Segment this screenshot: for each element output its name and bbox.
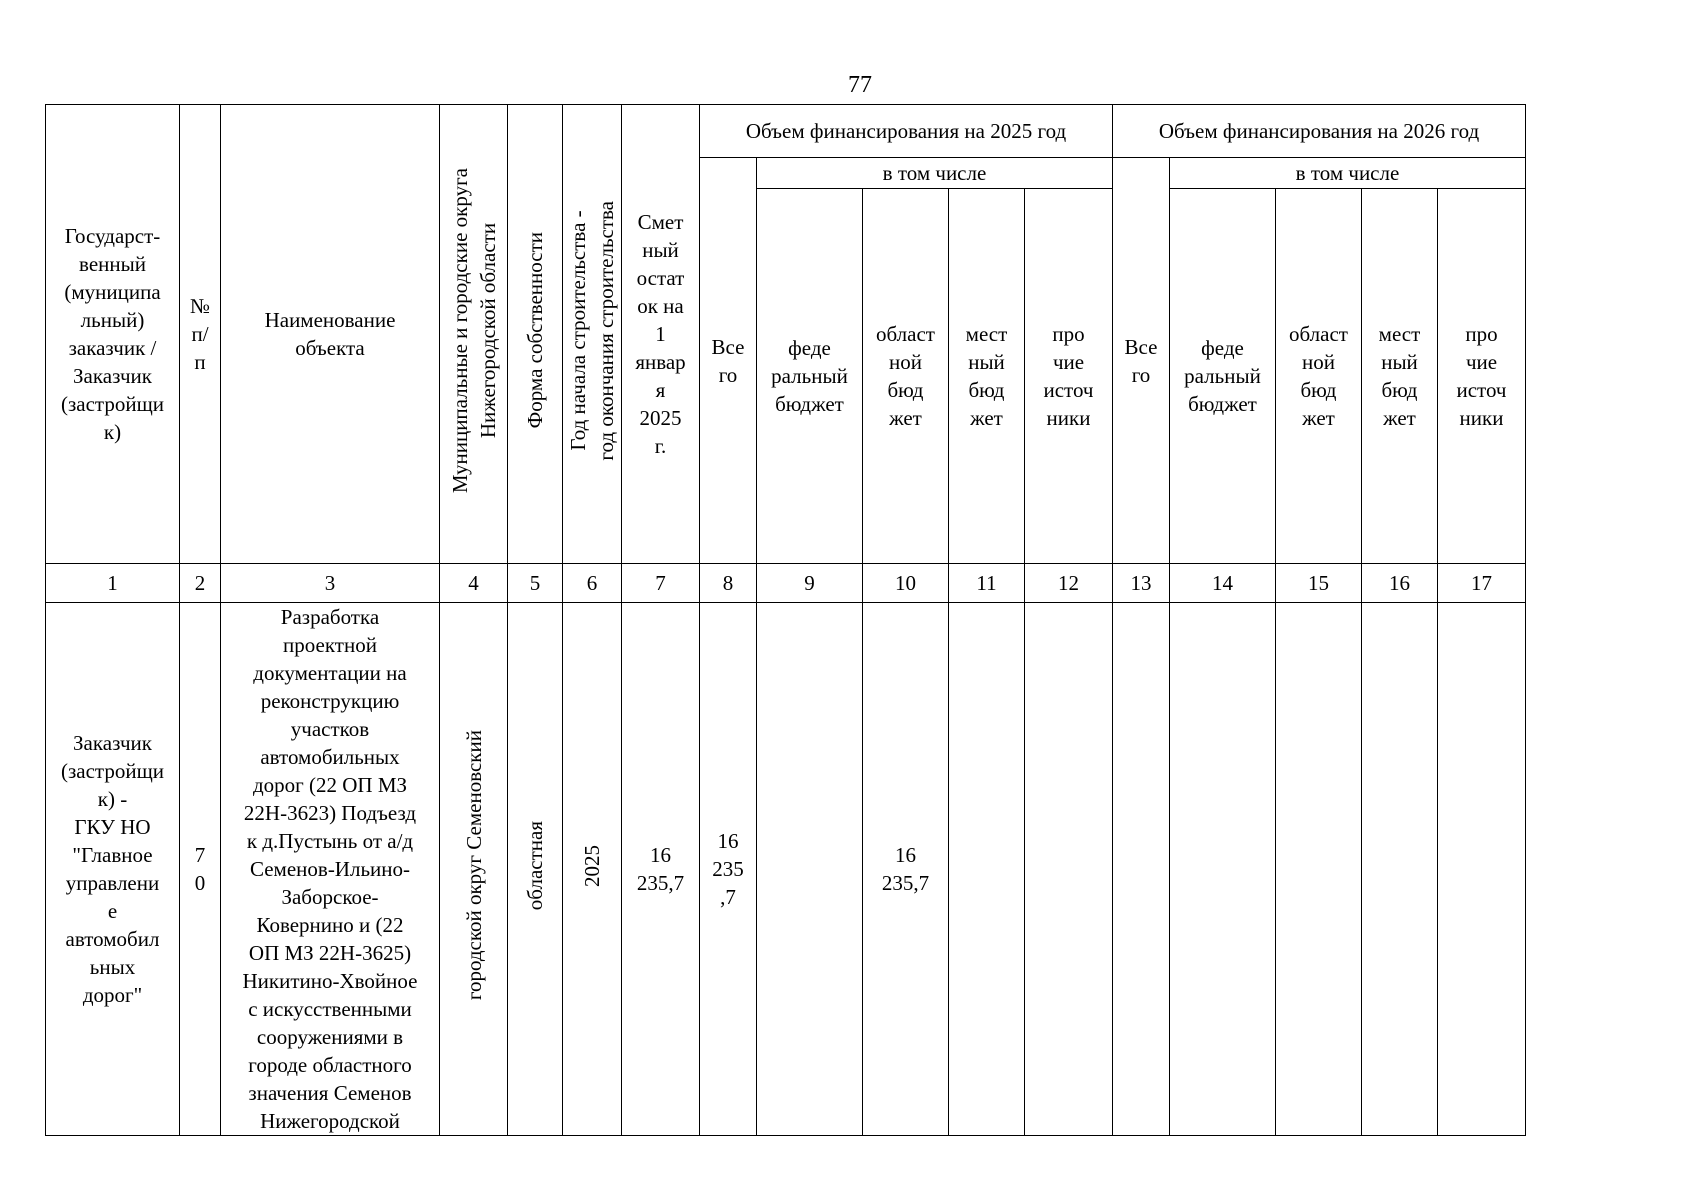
column-number: 1 <box>46 564 180 603</box>
header-years: Год начала строительства - год окончания строительства <box>566 200 618 461</box>
header-years-cell <box>563 105 622 564</box>
row-years-cell <box>563 603 622 1136</box>
table-row <box>46 603 1526 1136</box>
column-number: 17 <box>1438 564 1526 603</box>
header-total-2025: Все го <box>700 158 757 564</box>
column-number: 14 <box>1170 564 1276 603</box>
column-number: 5 <box>508 564 563 603</box>
header-object-name: Наименование объекта <box>221 105 440 564</box>
column-number: 10 <box>863 564 949 603</box>
header-municipality-cell <box>440 105 508 564</box>
column-number: 13 <box>1113 564 1170 603</box>
column-number: 9 <box>757 564 863 603</box>
column-number-row <box>46 564 1526 603</box>
row-local-2026 <box>1362 603 1438 1136</box>
row-ownership: областная <box>523 820 547 911</box>
row-total-2026 <box>1113 603 1170 1136</box>
header-other-2025: про чие источ ники <box>1025 189 1113 564</box>
header-row-number: № п/ п <box>180 105 221 564</box>
header-including-2026: в том числе <box>1170 158 1526 189</box>
row-local-2025 <box>949 603 1025 1136</box>
header-total-2026: Все го <box>1113 158 1170 564</box>
row-total-2025: 16 235 ,7 <box>700 603 757 1136</box>
column-number: 12 <box>1025 564 1113 603</box>
row-ownership-cell <box>508 603 563 1136</box>
header-other-2026: про чие источ ники <box>1438 189 1526 564</box>
row-estimate: 16 235,7 <box>622 603 700 1136</box>
header-ownership-cell <box>508 105 563 564</box>
header-regional-2026: област ной бюд жет <box>1276 189 1362 564</box>
column-number: 16 <box>1362 564 1438 603</box>
header-fin-2026: Объем финансирования на 2026 год <box>1113 105 1526 158</box>
header-local-2026: мест ный бюд жет <box>1362 189 1438 564</box>
column-number: 8 <box>700 564 757 603</box>
column-number: 3 <box>221 564 440 603</box>
column-number: 4 <box>440 564 508 603</box>
header-customer: Государст- венный (муниципа льный) заказчик / Заказчик (застройщи к) <box>46 105 180 564</box>
header-ownership: Форма собственности <box>523 232 547 429</box>
column-number: 2 <box>180 564 221 603</box>
row-federal-2026 <box>1170 603 1276 1136</box>
header-fin-2025: Объем финансирования на 2025 год <box>700 105 1113 158</box>
row-regional-2026 <box>1276 603 1362 1136</box>
funding-table <box>45 104 1526 1136</box>
row-federal-2025 <box>757 603 863 1136</box>
column-number: 7 <box>622 564 700 603</box>
header-including-2025: в том числе <box>757 158 1113 189</box>
column-number: 15 <box>1276 564 1362 603</box>
header-local-2025: мест ный бюд жет <box>949 189 1025 564</box>
row-regional-2025: 16 235,7 <box>863 603 949 1136</box>
header-municipality: Муниципальные и городские округа Нижегородской области <box>447 167 500 494</box>
header-federal-2026: феде ральный бюджет <box>1170 189 1276 564</box>
header-estimate: Смет ный остат ок на 1 январ я 2025 г. <box>622 105 700 564</box>
row-municipality-cell <box>440 603 508 1136</box>
row-number: 7 0 <box>180 603 221 1136</box>
row-object-name: Разработка проектной документации на реконструкцию участков автомобильных дорог (22 ОП МЗ 22Н-3623) Подъезд к д.Пустынь от а/д Семенов-Ильино- Заборское- Ковернино и (22 ОП МЗ 22Н-3625) Никитино-Хвойное с искусственными сооружениями в городе областного значения Семенов Нижегородской <box>221 603 440 1136</box>
header-regional-2025: област ной бюд жет <box>863 189 949 564</box>
page-number: 77 <box>848 72 872 98</box>
row-municipality: городской округ Семеновский <box>461 730 486 1001</box>
row-years: 2025 <box>580 844 604 887</box>
row-customer: Заказчик (застройщи к) - ГКУ НО "Главное управлени е автомобил ьных дорог" <box>46 603 180 1136</box>
row-other-2025 <box>1025 603 1113 1136</box>
column-number: 11 <box>949 564 1025 603</box>
column-number: 6 <box>563 564 622 603</box>
row-other-2026 <box>1438 603 1526 1136</box>
header-federal-2025: феде ральный бюджет <box>757 189 863 564</box>
